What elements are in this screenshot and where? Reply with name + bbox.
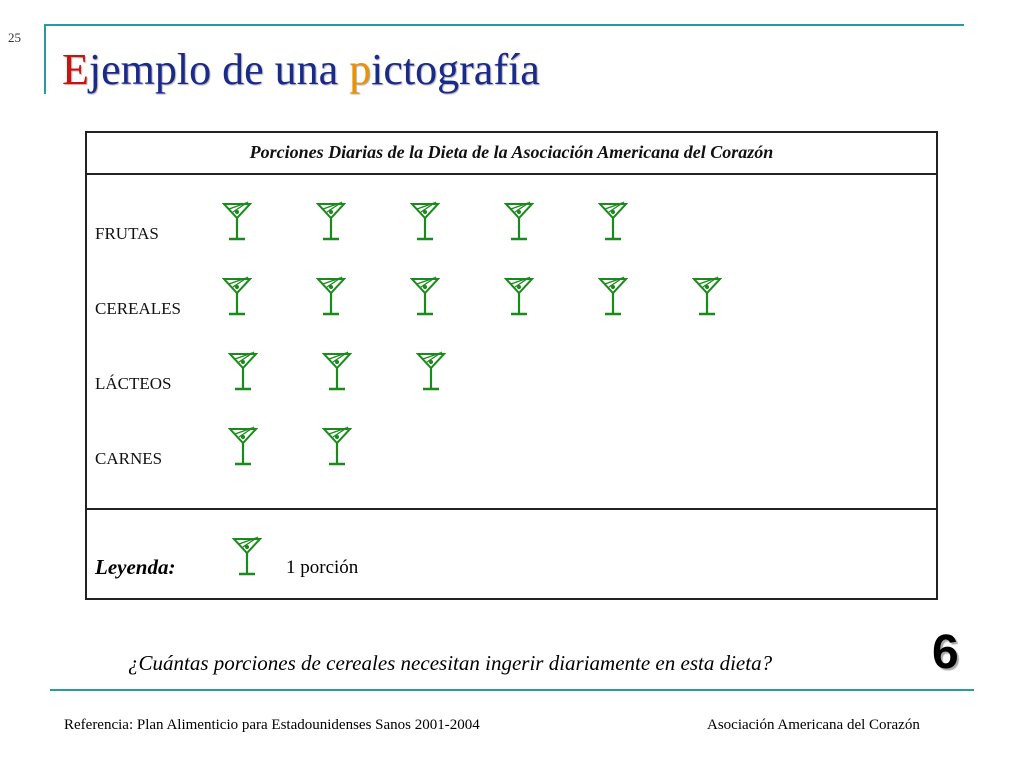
legend-martini-glass-icon [232, 535, 262, 579]
title-middle: jemplo de una [88, 45, 350, 94]
footer-organization: Asociación Americana del Corazón [707, 717, 920, 733]
top-rule [44, 24, 964, 26]
martini-glass-icon [228, 350, 258, 394]
title-first-letter: E [62, 45, 89, 94]
answer-number: 6 [932, 626, 959, 679]
martini-glass-icon [316, 200, 346, 244]
martini-glass-icon [316, 275, 346, 319]
row-label-carnes: CARNES [95, 449, 163, 468]
row-label-cereales: CEREALES [95, 299, 181, 318]
legend-text: 1 porción [286, 557, 359, 578]
title-highlight-letter: p [349, 45, 372, 94]
left-rule [44, 24, 46, 94]
martini-glass-icon [222, 200, 252, 244]
martini-glass-icon [322, 425, 352, 469]
martini-glass-icon [228, 425, 258, 469]
slide-title [62, 45, 540, 94]
martini-glass-icon [322, 350, 352, 394]
title-rest: ictografía [371, 45, 540, 94]
slide-number: 25 [8, 30, 21, 45]
bottom-rule [50, 689, 974, 691]
table-header: Porciones Diarias de la Dieta de la Asociación Americana del Corazón [85, 131, 938, 175]
martini-glass-icon [504, 200, 534, 244]
martini-glass-icon [598, 275, 628, 319]
martini-glass-icon [416, 350, 446, 394]
legend-label: Leyenda: [95, 555, 176, 579]
martini-glass-icon [598, 200, 628, 244]
legend-divider [85, 508, 938, 510]
martini-glass-icon [692, 275, 722, 319]
question-text: ¿Cuántas porciones de cereales necesitan ingerir diariamente en esta dieta? [128, 651, 773, 675]
martini-glass-icon [504, 275, 534, 319]
martini-glass-icon [410, 200, 440, 244]
martini-glass-icon [222, 275, 252, 319]
row-label-frutas: FRUTAS [95, 224, 159, 243]
martini-glass-icon [410, 275, 440, 319]
footer-reference: Referencia: Plan Alimenticio para Estadounidenses Sanos 2001-2004 [64, 717, 480, 733]
row-label-lacteos: LÁCTEOS [95, 374, 172, 393]
